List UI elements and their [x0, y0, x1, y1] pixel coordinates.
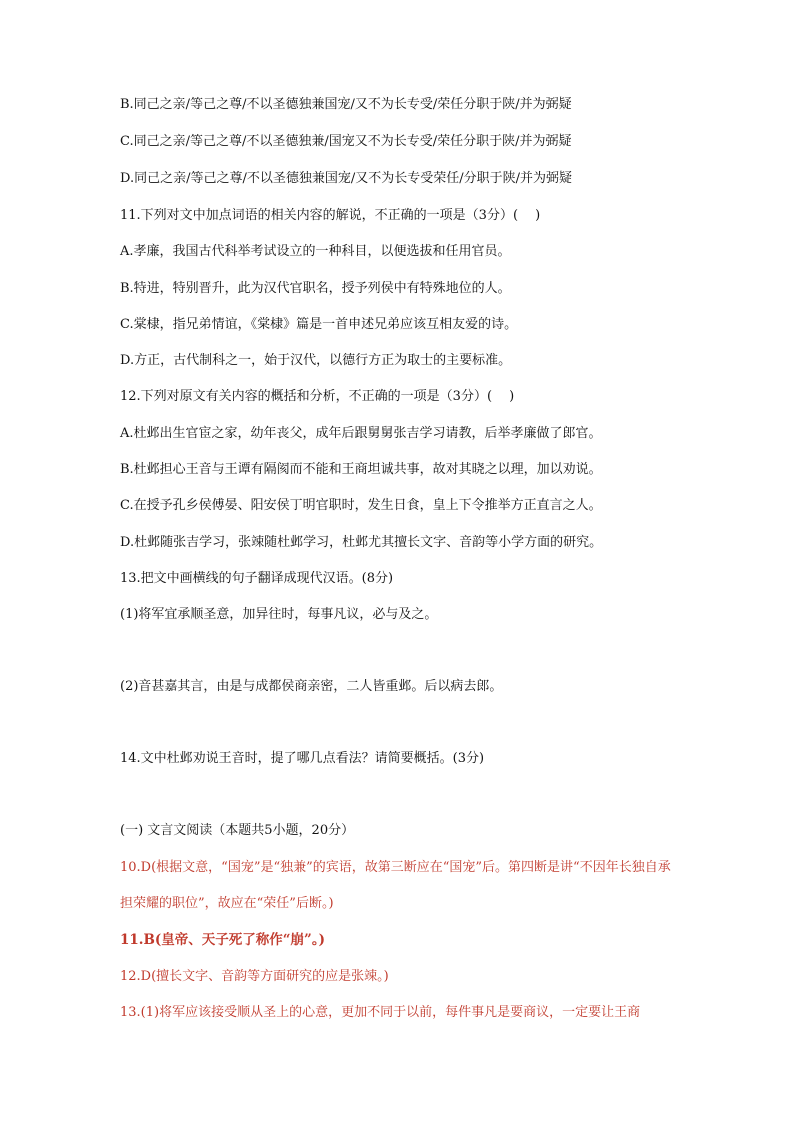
q11-option-d: D.方正，古代制科之一，始于汉代，以德行方正为取士的主要标准。 — [120, 353, 512, 368]
q11-option-b: B.特进，特别晋升，此为汉代官职名，授予列侯中有特殊地位的人。 — [120, 281, 511, 296]
q14-stem: 14.文中杜邺劝说王音时，提了哪几点看法？请简要概括。(3分) — [120, 751, 485, 766]
answer-10: 10.D(根据文意，“国宠”是“独兼”的宾语，故第三断应在“国宠”后。第四断是讲“不因年长独自承担荣耀的职位”，故应在“荣任”后断。) — [120, 860, 671, 911]
q12-option-b: B.杜邺担心王音与王谭有隔阂而不能和王商坦诚共事，故对其晓之以理，加以劝说。 — [120, 462, 602, 477]
q10-option-c: C.同己之亲/等己之尊/不以圣德独兼/国宠又不为长专受/荣任分职于陕/并为弼疑 — [120, 134, 572, 149]
answer-section-heading: (一) 文言文阅读（本题共5小题，20分） — [120, 823, 355, 838]
q10-option-b: B.同己之亲/等己之尊/不以圣德独兼国宠/又不为长专受/荣任分职于陕/并为弼疑 — [120, 97, 572, 112]
answer-12: 12.D(擅长文字、音韵等方面研究的应是张竦。) — [120, 969, 389, 984]
q12-stem: 12.下列对原文有关内容的概括和分析，不正确的一项是（3分）( ) — [120, 389, 515, 404]
q13-item-1: (1)将军宜承顺圣意，加异往时，每事凡议，必与及之。 — [120, 607, 438, 622]
q11-stem: 11.下列对文中加点词语的相关内容的解说，不正确的一项是（3分）( ) — [120, 208, 541, 223]
q13-item-2: (2)音甚嘉其言，由是与成都侯商亲密，二人皆重邺。后以病去郎。 — [120, 679, 503, 694]
q13-stem: 13.把文中画横线的句子翻译成现代汉语。(8分) — [120, 571, 394, 586]
q10-option-d: D.同己之亲/等己之尊/不以圣德独兼国宠/又不为长专受荣任/分职于陕/并为弼疑 — [120, 171, 572, 186]
q11-option-a: A.孝廉，我国古代科举考试设立的一种科目，以便选拔和任用官员。 — [120, 244, 511, 259]
q12-option-c: C.在授予孔乡侯傅晏、阳安侯丁明官职时，发生日食，皇上下令推举方正直言之人。 — [120, 498, 602, 513]
q11-option-c: C.棠棣，指兄弟情谊，《棠棣》篇是一首申述兄弟应该互相友爱的诗。 — [120, 317, 518, 332]
answer-13: 13.(1)将军应该接受顺从圣上的心意，更加不同于以前，每件事凡是要商议，一定要让王商 — [120, 1005, 641, 1020]
q12-option-a: A.杜邺出生官宦之家，幼年丧父，成年后跟舅舅张吉学习请教，后举孝廉做了郎官。 — [120, 426, 602, 441]
q12-option-d: D.杜邺随张吉学习，张竦随杜邺学习，杜邺尤其擅长文字、音韵等小学方面的研究。 — [120, 535, 603, 550]
answer-11: 11.B(皇帝、天子死了称作“崩”。) — [120, 932, 325, 948]
